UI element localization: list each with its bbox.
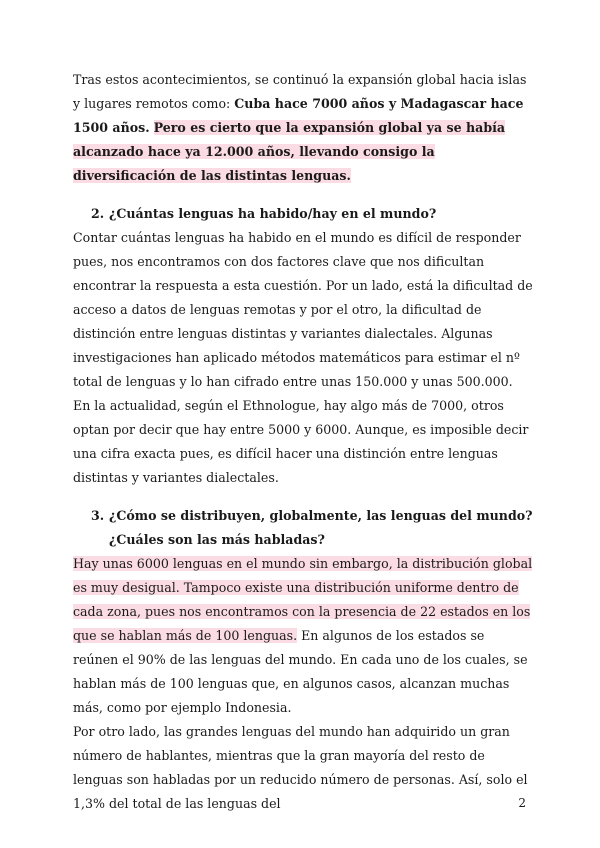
text-run: En algunos de los estados se reúnen el 90% de las lenguas del mundo. En cada uno de los cuales, se hablan más de 100 lenguas que, en algunos casos, alcanzan muchas más, como por ejemplo Indonesia. <box>73 628 528 715</box>
highlighted-text: Hay unas 6000 lenguas en el mundo sin embargo, la distribución global es muy desigual. Tampoco existe una distribución uniforme dentro de cada zona, pues nos encontramos con la presencia de 22 estados en los que se hablan más de 100 lenguas. <box>73 556 533 643</box>
section-heading-3 <box>73 504 533 552</box>
section-heading-2 <box>73 202 533 226</box>
text-run: Tras estos acontecimientos, se continuó la expansión global hacia islas y lugares remotos como: <box>73 72 527 111</box>
paragraph-major-languages: Por otro lado, las grandes lenguas del mundo han adquirido un gran número de hablantes, mientras que la gran mayoría del resto de lenguas son habladas por un reducido número de personas. Así, solo el 1,3% del total de las lenguas del <box>73 724 528 811</box>
spacer <box>73 490 533 504</box>
heading-text: ¿Cuántas lenguas ha habido/hay en el mundo? <box>109 206 437 221</box>
heading-number: 2. <box>91 206 105 221</box>
highlighted-bold-text: Pero es cierto que la expansión global ya se había alcanzado hace ya 12.000 años, llevando consigo la diversificación de las distintas lenguas. <box>73 120 506 183</box>
bold-text: Cuba hace 7000 años y Madagascar hace 1500 años. <box>73 96 524 135</box>
heading-number: 3. <box>91 508 105 523</box>
spacer <box>73 188 533 202</box>
paragraph-expansion <box>73 68 533 188</box>
page-number: 2 <box>518 796 526 810</box>
document-body <box>73 68 533 816</box>
paragraph-ethnologue: En la actualidad, según el Ethnologue, hay algo más de 7000, otros optan por decir que hay entre 5000 y 6000. Aunque, es imposible decir una cifra exacta pues, es difícil hacer una distinción entre lenguas distintas y variantes dialectales. <box>73 398 529 485</box>
heading-text: ¿Cómo se distribuyen, globalmente, las lenguas del mundo? ¿Cuáles son las más habladas? <box>109 508 533 547</box>
paragraph-distribution <box>73 552 533 720</box>
paragraph-counting: Contar cuántas lenguas ha habido en el mundo es difícil de responder pues, nos encontramos con dos factores clave que nos dificultan encontrar la respuesta a esta cuestión. Por un lado, está la dificultad de acceso a datos de lenguas remotas y por el otro, la dificultad de distinción entre lenguas distintas y variantes dialectales. Algunas investigaciones han aplicado métodos matemáticos para estimar el nº total de lenguas y lo han cifrado entre unas 150.000 y unas 500.000. <box>73 230 533 389</box>
